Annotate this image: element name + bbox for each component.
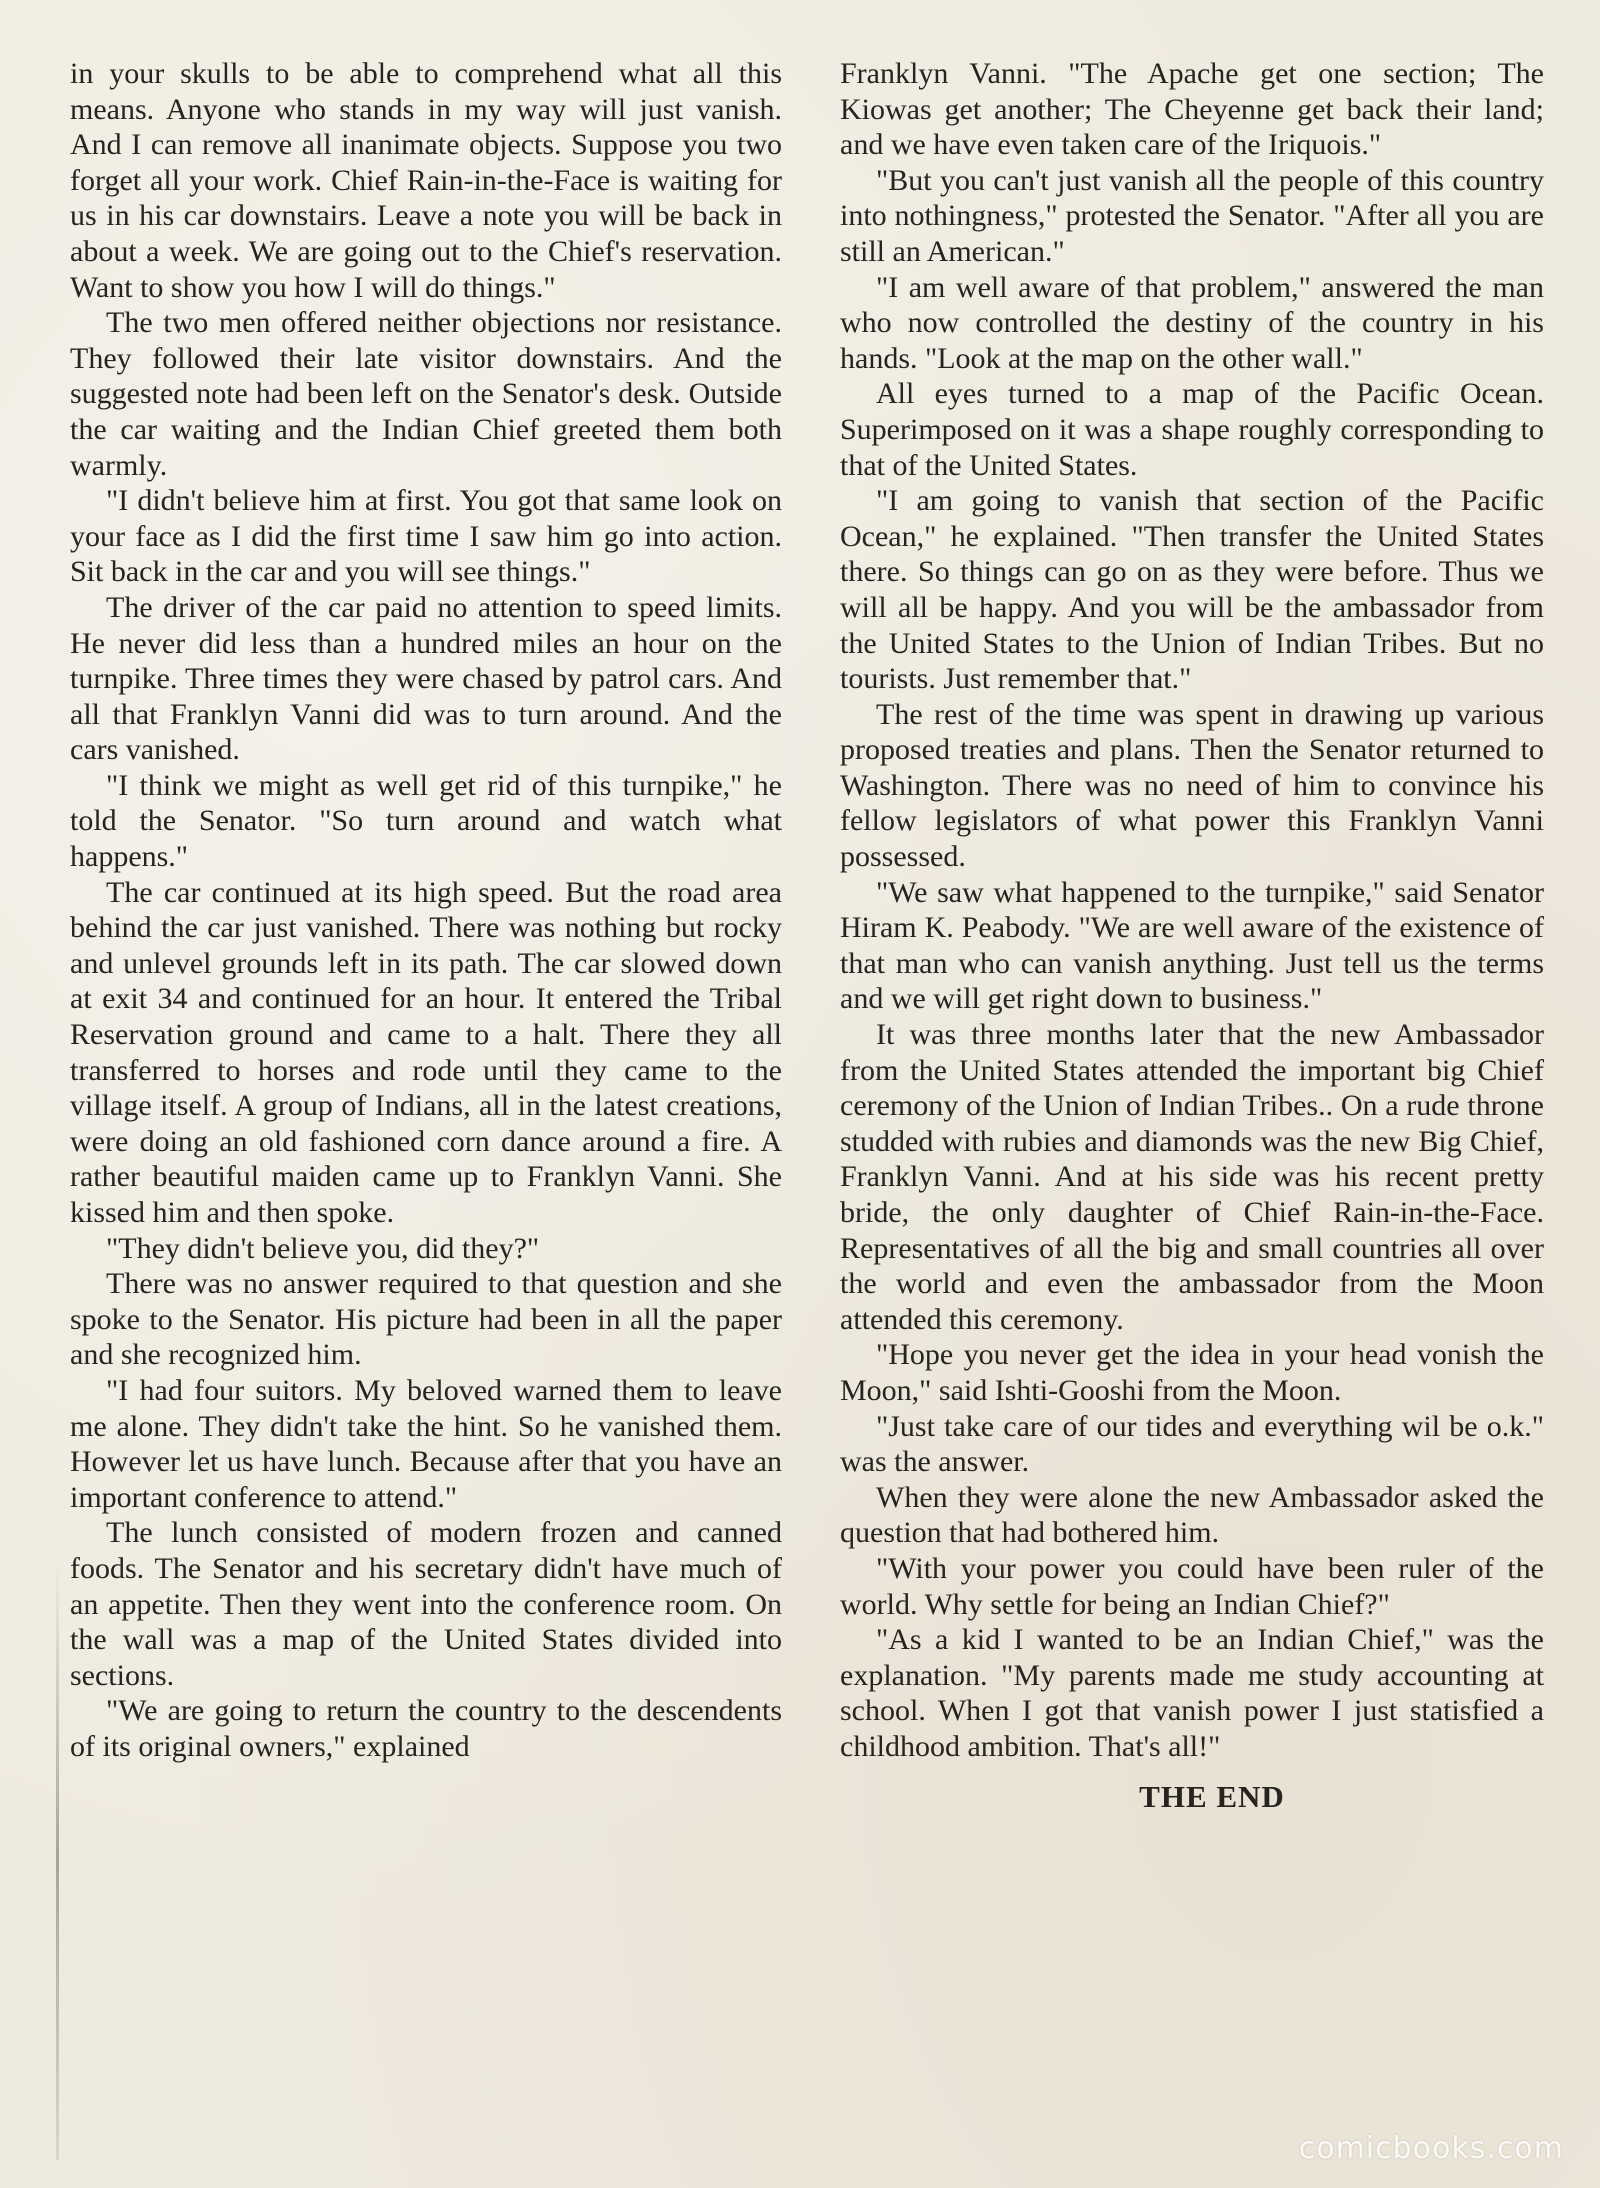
story-paragraph: "With your power you could have been ruler of the world. Why settle for being an Indian Chief?" (840, 1551, 1544, 1621)
left-text-column (70, 56, 782, 1765)
story-paragraph: "Hope you never get the idea in your head vonish the Moon," said Ishti-Gooshi from the Moon. (840, 1338, 1544, 1407)
right-text-column (840, 56, 1544, 1814)
story-paragraph: There was no answer required to that question and she spoke to the Senator. His picture had been in all the paper and she recognized him. (70, 1267, 782, 1372)
story-paragraph: The lunch consisted of modern frozen and canned foods. The Senator and his secretary didn't have much of an appetite. Then they went into the conference room. On the wall was a map of the United States divided into sections. (70, 1516, 782, 1692)
story-paragraph: "I had four suitors. My beloved warned them to leave me alone. They didn't take the hint. So he vanished them. However let us have lunch. Because after that you have an important conference to attend." (70, 1373, 782, 1514)
watermark: comicbooks.com (1298, 2131, 1564, 2166)
story-paragraph: The driver of the car paid no attention to speed limits. He never did less than a hundred miles an hour on the turnpike. Three times they were chased by patrol cars. And all that Franklyn Vanni did was to turn around. And the cars vanished. (70, 590, 782, 767)
story-paragraph: "I am well aware of that problem," answered the man who now controlled the destiny of the country in his hands. "Look at the map on the other wall." (840, 270, 1544, 375)
story-paragraph: "I am going to vanish that section of the Pacific Ocean," he explained. "Then transfer the United States there. So things can go on as they were before. Thus we will all be happy. And you will be the ambassador from the United States to the Union of Indian Tribes. But no tourists. Just remember that." (840, 484, 1544, 696)
the-end-label: THE END (1139, 1778, 1285, 1814)
story-paragraph: "I didn't believe him at first. You got that same look on your face as I did the first time I saw him go into action. Sit back in the car and you will see things." (70, 484, 782, 589)
story-paragraph: "We are going to return the country to the descendents of its original owners," explained (70, 1694, 782, 1763)
story-paragraph: It was three months later that the new Ambassador from the United States attended the important big Chief ceremony of the Union of Indian Tribes.. On a rude throne studded with rubies and diamonds was the new Big Chief, Franklyn Vanni. And at his side was his recent pretty bride, the only daughter of Chief Rain-in-the-Face. Representatives of all the big and small countries all over the world and even the ambassador from the Moon attended this ceremony. (840, 1018, 1544, 1336)
story-paragraph: The car continued at its high speed. But the road area behind the car just vanished. There was nothing but rocky and unlevel grounds left in its path. The car slowed down at exit 34 and continued for an hour. It entered the Tribal Reservation ground and came to a halt. There they all transferred to horses and rode until they came to the village itself. A group of Indians, all in the latest creations, were doing an old fashioned corn dance around a fire. A rather beautiful maiden came up to Franklyn Vanni. She kissed him and then spoke. (70, 875, 782, 1229)
story-paragraph: "But you can't just vanish all the people of this country into nothingness," protested the Senator. "After all you are still an American." (840, 163, 1544, 268)
story-paragraph: "I think we might as well get rid of this turnpike," he told the Senator. "So turn around and watch what happens." (70, 768, 782, 874)
story-paragraph: "Just take care of our tides and everything wil be o.k." was the answer. (840, 1409, 1544, 1479)
story-paragraph: The rest of the time was spent in drawing up various proposed treaties and plans. Then the Senator returned to Washington. There was no need of him to convince his fellow legislators of what power this Franklyn Vanni possessed. (840, 697, 1544, 874)
story-paragraph: "They didn't believe you, did they?" (106, 1231, 540, 1265)
story-paragraph: "As a kid I wanted to be an Indian Chief," was the explanation. "My parents made me study accounting at school. When I got that vanish power I just statisfied a childhood ambition. That's all!" (840, 1623, 1544, 1763)
story-paragraph: The two men offered neither objections nor resistance. They followed their late visitor downstairs. And the suggested note had been left on the Senator's desk. Outside the car waiting and the Indian Chief greeted them both warmly. (70, 306, 782, 482)
story-paragraph: in your skulls to be able to comprehend what all this means. Anyone who stands in my way will just vanish. And I can remove all inanimate objects. Suppose you two forget all your work. Chief Rain-in-the-Face is waiting for us in his car downstairs. Leave a note you will be back in about a week. We are going out to the Chief's reservation. Want to show you how I will do things." (70, 57, 782, 304)
story-paragraph: Franklyn Vanni. "The Apache get one section; The Kiowas get another; The Cheyenne get back their land; and we have even taken care of the Iriquois." (840, 57, 1544, 162)
page-edge-shadow (56, 1560, 59, 2160)
story-paragraph: All eyes turned to a map of the Pacific Ocean. Superimposed on it was a shape roughly corresponding to that of the United States. (840, 377, 1544, 482)
story-paragraph: When they were alone the new Ambassador asked the question that had bothered him. (840, 1480, 1544, 1550)
story-paragraph: "We saw what happened to the turnpike," said Senator Hiram K. Peabody. "We are well aware of the existence of that man who can vanish anything. Just tell us the terms and we will get right down to business." (840, 875, 1544, 1016)
